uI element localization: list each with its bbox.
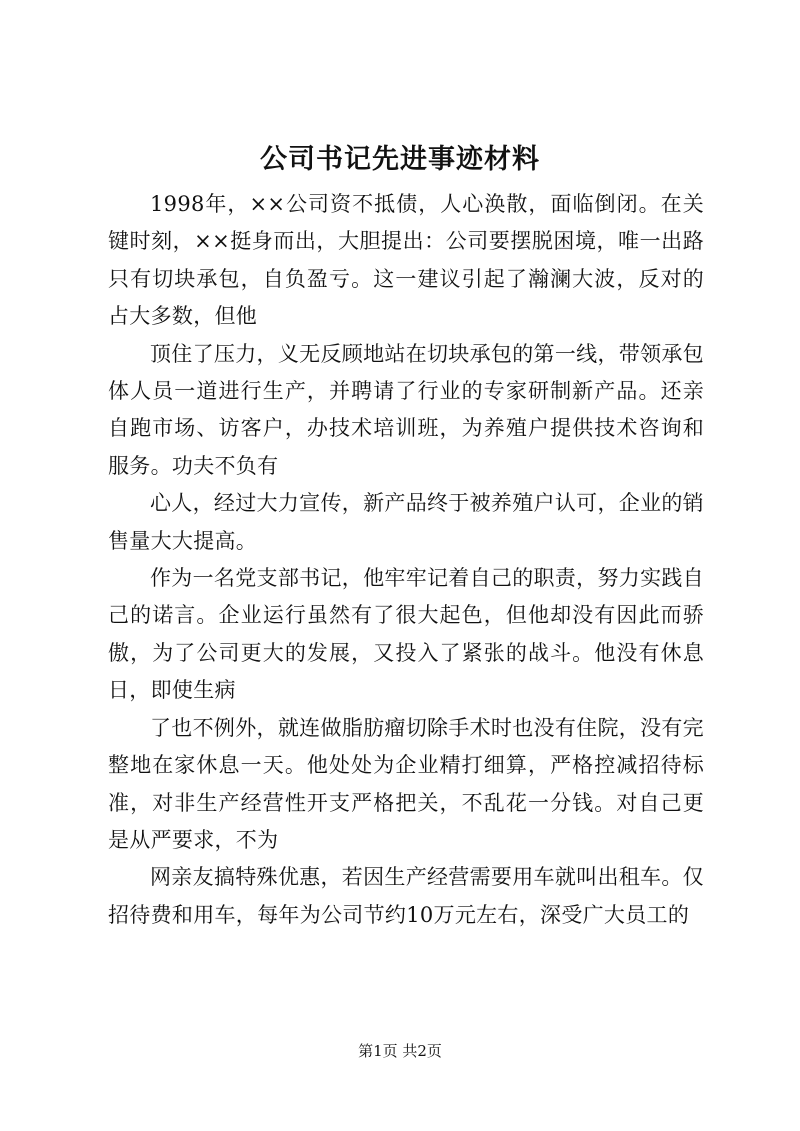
paragraph: 网亲友搞特殊优惠，若因生产经营需要用车就叫出租车。仅招待费和用车，每年为公司节约10万元左右，深受广大员工的 (108, 865, 704, 927)
paragraph: 1998年，××公司资不抵债，人心涣散，面临倒闭。在关键时刻，××挺身而出，大胆提出：公司要摆脱困境，唯一出路只有切块承包，自负盈亏。这一建议引起了瀚澜大波，反对的占大多数，但他 (108, 192, 704, 329)
document-title: 公司书记先进事迹材料 (260, 144, 540, 175)
paragraph: 作为一名党支部书记，他牢牢记着自己的职责，努力实践自己的诺言。企业运行虽然有了很大起色，但他却没有因此而骄傲，为了公司更大的发展，又投入了紧张的战斗。他没有休息日，即使生病 (108, 566, 704, 703)
page-footer: 第1页 共2页 (358, 1042, 442, 1060)
document-body (108, 186, 704, 934)
paragraph: 心人，经过大力宣传，新产品终于被养殖户认可，企业的销售量大大提高。 (108, 491, 704, 553)
paragraph: 了也不例外，就连做脂肪瘤切除手术时也没有住院，没有完整地在家休息一天。他处处为企业精打细算，严格控减招待标准，对非生产经营性开支严格把关，不乱花一分钱。对自己更是从严要求，不为 (108, 715, 704, 852)
paragraph: 顶住了压力，义无反顾地站在切块承包的第一线，带领承包体人员一道进行生产，并聘请了行业的专家研制新产品。还亲自跑市场、访客户，办技术培训班，为养殖户提供技术咨询和服务。功夫不负有 (108, 341, 704, 478)
